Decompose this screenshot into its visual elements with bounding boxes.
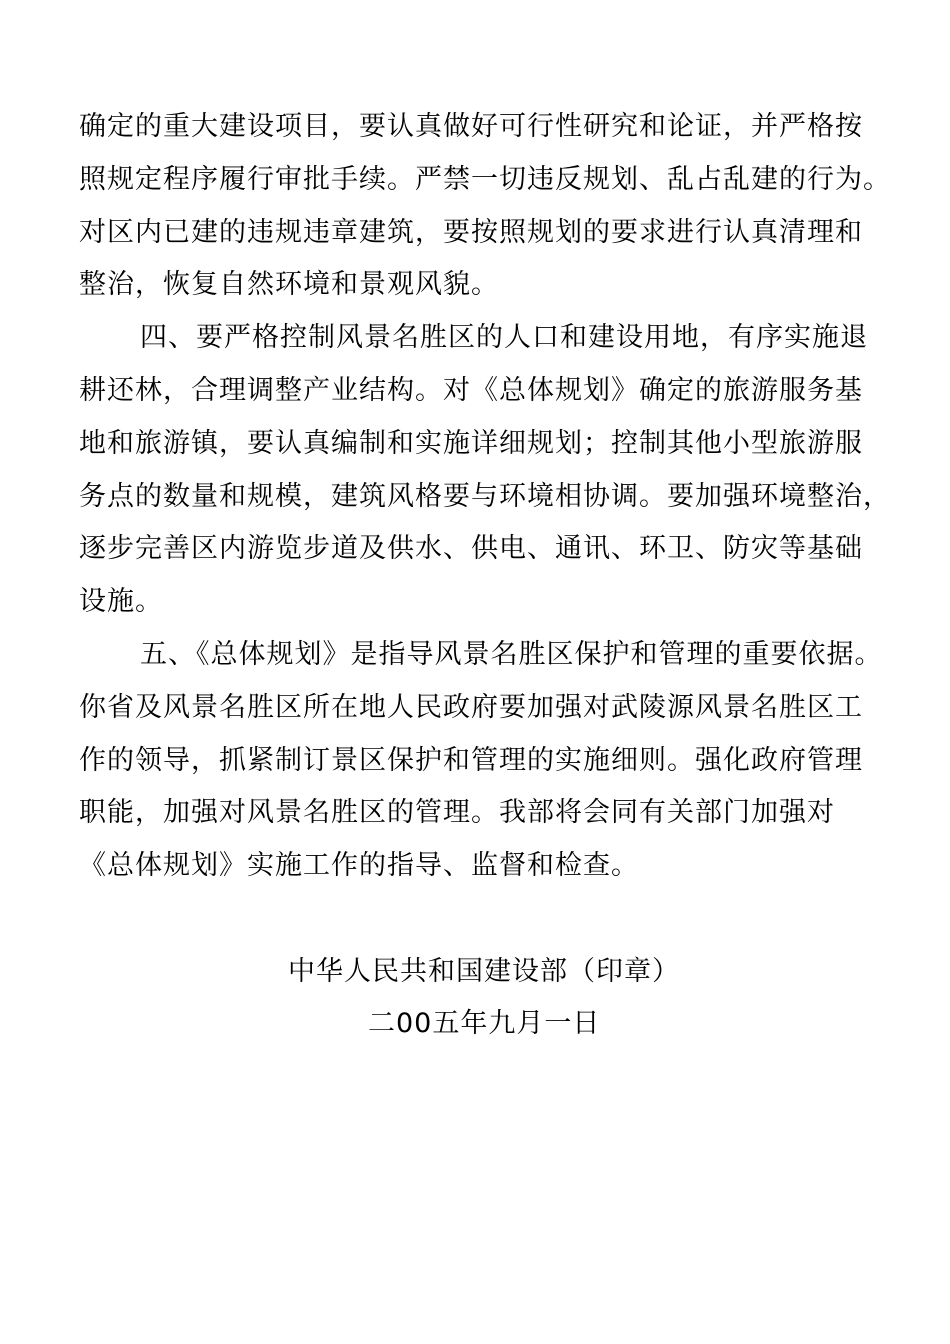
body-line: 整治，恢复自然环境和景观风貌。 (79, 269, 499, 300)
body-line: 你省及风景名胜区所在地人民政府要加强对武陵源风景名胜区工 (79, 692, 863, 723)
issuer-signature: 中华人民共和国建设部（印章） (288, 956, 680, 987)
body-line: 《总体规划》实施工作的指导、监督和检查。 (79, 850, 639, 881)
body-line: 确定的重大建设项目，要认真做好可行性研究和论证，并严格按 (79, 111, 863, 142)
body-line: 职能，加强对风景名胜区的管理。我部将会同有关部门加强对 (79, 797, 835, 828)
body-line: 地和旅游镇，要认真编制和实施详细规划；控制其他小型旅游服 (79, 428, 863, 459)
body-line: 照规定程序履行审批手续。严禁一切违反规划、乱占乱建的行为。 (79, 164, 891, 195)
body-line: 对区内已建的违规违章建筑，要按照规划的要求进行认真清理和 (79, 217, 863, 248)
issue-date: 二00五年九月一日 (368, 1008, 601, 1039)
body-line: 作的领导，抓紧制订景区保护和管理的实施细则。强化政府管理 (79, 745, 863, 776)
body-line: 耕还林，合理调整产业结构。对《总体规划》确定的旅游服务基 (79, 375, 863, 406)
body-line: 务点的数量和规模，建筑风格要与环境相协调。要加强环境整治， (79, 481, 891, 512)
paragraph-five-first-line: 五、《总体规划》是指导风景名胜区保护和管理的重要依据。 (140, 639, 883, 670)
body-line: 设施。 (79, 586, 163, 617)
body-line: 逐步完善区内游览步道及供水、供电、通讯、环卫、防灾等基础 (79, 533, 863, 564)
paragraph-four-first-line: 四、要严格控制风景名胜区的人口和建设用地，有序实施退 (140, 322, 868, 353)
